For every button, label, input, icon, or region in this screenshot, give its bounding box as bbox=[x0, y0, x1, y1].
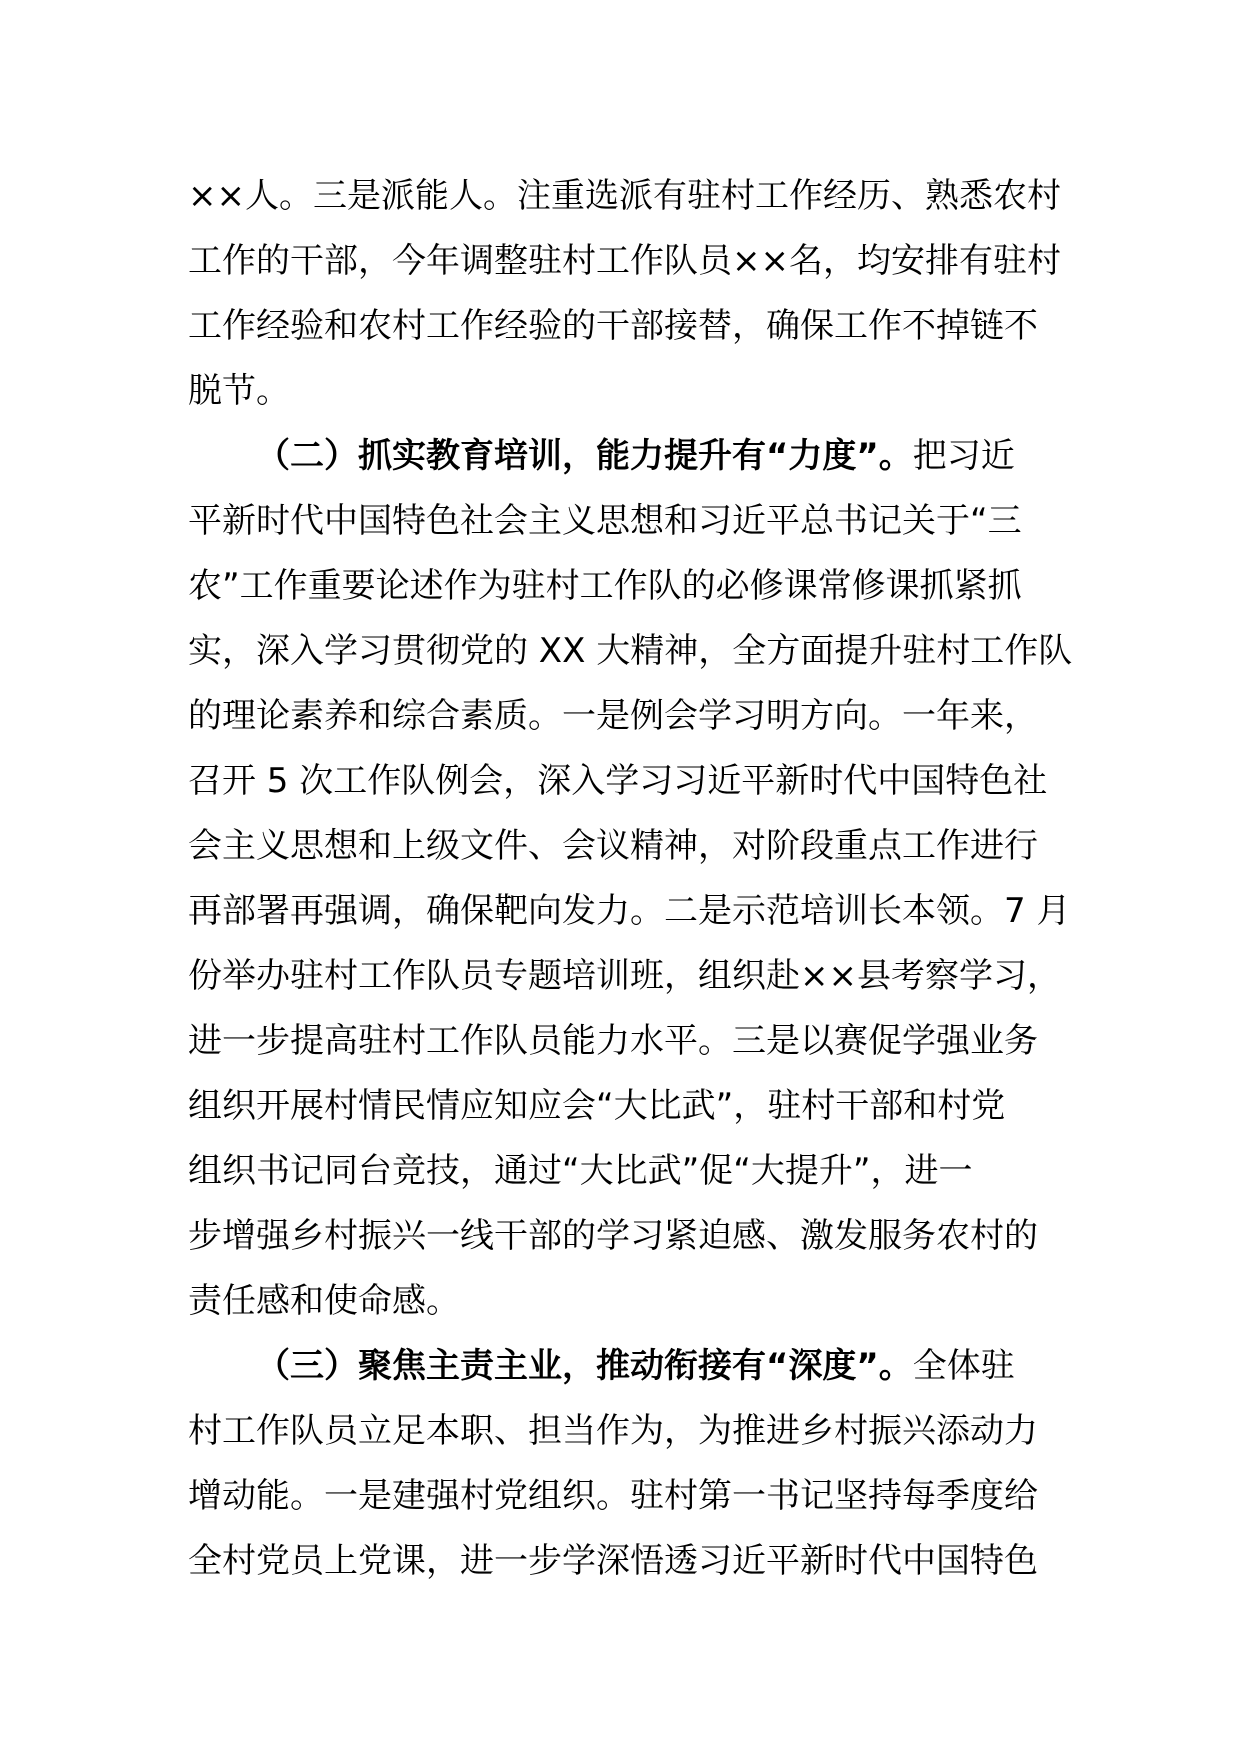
text-line bbox=[188, 1074, 1058, 1139]
text-line bbox=[188, 554, 1058, 619]
text-line bbox=[188, 1399, 1058, 1464]
text-line bbox=[188, 1464, 1058, 1529]
line-text: 份举办驻村工作队员专题培训班，组织赴××县考察学习， bbox=[188, 956, 1061, 996]
line-text: 责任感和使命感。 bbox=[188, 1281, 460, 1321]
text-line bbox=[188, 164, 1061, 229]
text-line bbox=[188, 749, 1058, 814]
line-text: 全体驻 bbox=[912, 1346, 1015, 1386]
line-text: 步增强乡村振兴一线干部的学习紧迫感、激发服务农村的 bbox=[188, 1216, 1038, 1256]
line-text: 实，深入学习贯彻党的 XX 大精神，全方面提升驻村工作队 bbox=[188, 631, 1073, 671]
text-line bbox=[188, 229, 1061, 294]
text-line bbox=[188, 1529, 1058, 1594]
text-line bbox=[188, 294, 1058, 359]
text-line bbox=[188, 489, 1058, 554]
line-text: 召开 5 次工作队例会，深入学习习近平新时代中国特色社 bbox=[188, 761, 1048, 801]
text-line bbox=[188, 684, 1058, 749]
line-text: 进一步提高驻村工作队员能力水平。三是以赛促学强业务 bbox=[188, 1021, 1038, 1061]
text-line bbox=[188, 944, 1061, 1009]
text-line bbox=[188, 1269, 1058, 1334]
line-text: 把习近 bbox=[912, 436, 1015, 476]
section-heading: （三）聚焦主责主业，推动衔接有“深度”。 bbox=[256, 1346, 913, 1386]
section-heading-line bbox=[188, 424, 1058, 489]
line-text: 会主义思想和上级文件、会议精神，对阶段重点工作进行 bbox=[188, 826, 1038, 866]
line-text: 村工作队员立足本职、担当作为，为推进乡村振兴添动力 bbox=[188, 1411, 1038, 1451]
document-body bbox=[188, 164, 1073, 1594]
line-text: 脱节。 bbox=[188, 371, 290, 411]
line-text: 增动能。一是建强村党组织。驻村第一书记坚持每季度给 bbox=[188, 1476, 1038, 1516]
line-text: 工作经验和农村工作经验的干部接替，确保工作不掉链不 bbox=[188, 306, 1038, 346]
section-heading: （二）抓实教育培训，能力提升有“力度”。 bbox=[256, 436, 913, 476]
text-line bbox=[188, 359, 1058, 424]
line-text: 全村党员上党课，进一步学深悟透习近平新时代中国特色 bbox=[188, 1541, 1038, 1581]
text-line bbox=[188, 1009, 1058, 1074]
text-line bbox=[188, 814, 1058, 879]
text-line bbox=[188, 879, 1071, 944]
section-heading-line bbox=[188, 1334, 1058, 1399]
line-text: ××人。三是派能人。注重选派有驻村工作经历、熟悉农村 bbox=[188, 176, 1061, 216]
text-line bbox=[188, 619, 1073, 684]
text-line bbox=[188, 1204, 1058, 1269]
line-text: 组织书记同台竞技，通过“大比武”促“大提升”，进一 bbox=[188, 1151, 973, 1191]
line-text: 组织开展村情民情应知应会“大比武”，驻村干部和村党 bbox=[188, 1086, 1006, 1126]
line-text: 平新时代中国特色社会主义思想和习近平总书记关于“三 bbox=[188, 501, 1022, 541]
line-text: 工作的干部，今年调整驻村工作队员××名，均安排有驻村 bbox=[188, 241, 1061, 281]
text-line bbox=[188, 1139, 1058, 1204]
line-text: 的理论素养和综合素质。一是例会学习明方向。一年来， bbox=[188, 696, 1038, 736]
line-text: 再部署再强调，确保靶向发力。二是示范培训长本领。7 月 bbox=[188, 891, 1071, 931]
line-text: 农”工作重要论述作为驻村工作队的必修课常修课抓紧抓 bbox=[188, 566, 1022, 606]
